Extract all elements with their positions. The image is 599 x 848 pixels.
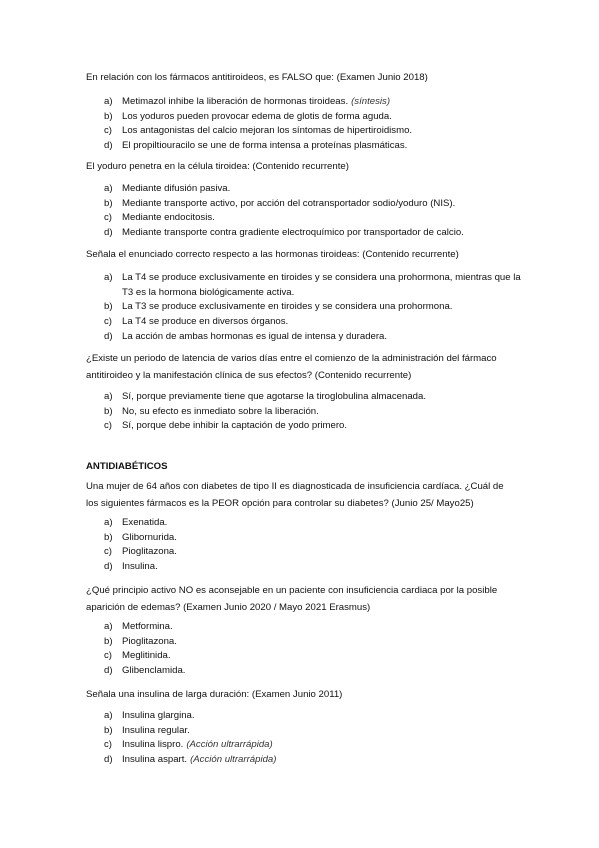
option-letter: d)	[104, 665, 113, 677]
option-item	[104, 516, 524, 531]
question-5-text: Una mujer de 64 años con diabetes de tipo II es diagnosticada de insuficiencia cardíaca. ¿Cuál de los siguientes fármacos es la PEOR opción para controlar su diabetes? (Junio 25/ Mayo25)	[86, 481, 504, 509]
option-item	[104, 315, 524, 330]
option-text: Exenatida.	[122, 517, 168, 528]
option-letter: d)	[104, 330, 113, 342]
option-text: Insulina.	[122, 561, 158, 573]
option-item	[104, 405, 524, 420]
option-text: Insulina glargina.	[122, 710, 195, 721]
option-item	[104, 664, 524, 679]
option-item	[104, 124, 524, 139]
question-3-options	[104, 271, 524, 345]
option-text: Mediante transporte activo, por acción del cotransportador sodio/yoduro (NIS).	[122, 197, 456, 209]
option-letter: d)	[104, 754, 113, 766]
option-text: La acción de ambas hormonas es igual de intensa y duradera.	[122, 330, 388, 342]
option-text: No, su efecto es inmediato sobre la liberación.	[122, 405, 319, 417]
option-text: Mediante endocitosis.	[122, 212, 215, 224]
question-7-text: Señala una insulina de larga duración: (Examen Junio 2011)	[86, 689, 343, 700]
question-6-text: ¿Qué principio activo NO es aconsejable en un paciente con insuficiencia cardiaca por la posible aparición de edemas? (Examen Junio 2020 / Mayo 2021 Erasmus)	[86, 585, 498, 613]
option-letter: c)	[104, 212, 112, 224]
option-letter: a)	[104, 710, 113, 721]
option-text: Mediante transporte contra gradiente electroquímico por transportador de calcio.	[122, 227, 464, 239]
option-letter: c)	[104, 739, 112, 751]
option-note: (síntesis)	[351, 96, 391, 107]
option-letter: a)	[104, 517, 113, 528]
section-heading: ANTIDIABÉTICOS	[86, 461, 168, 472]
question-2-text: El yoduro penetra en la célula tiroidea: (Contenido recurrente)	[86, 161, 349, 172]
question-4-text: ¿Existe un periodo de latencia de varios días entre el comienzo de la administración del fármaco antitiroideo y la manifestación clínica de sus efectos? (Contenido recurrente)	[86, 353, 497, 381]
option-letter: a)	[104, 272, 113, 283]
option-item	[104, 300, 524, 315]
option-item	[104, 139, 524, 154]
option-letter: b)	[104, 635, 113, 647]
option-item	[104, 95, 524, 110]
question-4-options	[104, 390, 524, 434]
option-letter: c)	[104, 316, 112, 328]
option-letter: b)	[104, 301, 113, 313]
option-item	[104, 560, 524, 575]
option-item	[104, 197, 524, 212]
option-item	[104, 545, 524, 560]
option-text: Glibenclamida.	[122, 665, 186, 677]
option-letter: c)	[104, 650, 112, 662]
option-item	[104, 531, 524, 546]
option-item	[104, 330, 524, 345]
option-item	[104, 226, 524, 241]
option-text: Insulina lispro.	[122, 739, 184, 751]
question-1-text: En relación con los fármacos antitiroideos, es FALSO que: (Examen Junio 2018)	[86, 72, 428, 83]
option-item	[104, 110, 524, 125]
question-2-options	[104, 182, 524, 241]
option-letter: a)	[104, 391, 113, 402]
option-note: (Acción ultrarrápida)	[186, 739, 273, 751]
option-text: Los antagonistas del calcio mejoran los síntomas de hipertiroidismo.	[122, 125, 413, 137]
option-item	[104, 753, 524, 768]
option-letter: b)	[104, 531, 113, 543]
option-letter: c)	[104, 420, 112, 432]
option-item	[104, 738, 524, 753]
option-letter: b)	[104, 197, 113, 209]
option-text: Insulina aspart.	[122, 754, 188, 766]
option-text: Insulina regular.	[122, 724, 190, 736]
option-letter: b)	[104, 405, 113, 417]
option-item	[104, 724, 524, 739]
option-text: Metformina.	[122, 621, 173, 632]
option-text: La T3 se produce exclusivamente en tiroides y se considera una prohormona.	[122, 301, 453, 313]
question-7-options	[104, 709, 524, 768]
option-letter: a)	[104, 621, 113, 632]
option-item	[104, 649, 524, 664]
option-text: Pioglitazona.	[122, 635, 177, 647]
option-note: (Acción ultrarrápida)	[190, 754, 277, 766]
question-5-options	[104, 516, 524, 575]
option-text: La T4 se produce exclusivamente en tiroides y se considera una prohormona, mientras que la T3 es la hormona biológicamente activa.	[122, 272, 521, 298]
option-letter: c)	[104, 546, 112, 558]
option-text: Glibornurida.	[122, 531, 177, 543]
option-text: Sí, porque previamente tiene que agotarse la tiroglobulina almacenada.	[122, 391, 427, 402]
option-item	[104, 419, 524, 434]
option-letter: b)	[104, 110, 113, 122]
option-item	[104, 635, 524, 650]
option-text: Metimazol inhibe la liberación de hormonas tiroideas.	[122, 96, 349, 107]
option-letter: d)	[104, 140, 113, 152]
option-text: El propiltiouracilo se une de forma intensa a proteínas plasmáticas.	[122, 140, 408, 152]
option-letter: a)	[104, 183, 113, 194]
option-text: Sí, porque debe inhibir la captación de yodo primero.	[122, 420, 348, 432]
option-text: Meglitinida.	[122, 650, 171, 662]
option-letter: d)	[104, 561, 113, 573]
option-item	[104, 390, 524, 405]
option-text: La T4 se produce en diversos órganos.	[122, 316, 289, 328]
option-item	[104, 709, 524, 724]
option-text: Pioglitazona.	[122, 546, 177, 558]
option-item	[104, 271, 524, 300]
option-item	[104, 620, 524, 635]
question-1-options	[104, 95, 524, 154]
option-letter: a)	[104, 96, 113, 107]
question-6-options	[104, 620, 524, 679]
question-3-text: Señala el enunciado correcto respecto a las hormonas tiroideas: (Contenido recurrente)	[86, 249, 459, 260]
option-item	[104, 211, 524, 226]
option-letter: d)	[104, 227, 113, 239]
option-letter: b)	[104, 724, 113, 736]
option-text: Mediante difusión pasiva.	[122, 183, 231, 194]
option-text: Los yoduros pueden provocar edema de glotis de forma aguda.	[122, 110, 392, 122]
option-letter: c)	[104, 125, 112, 137]
option-item	[104, 182, 524, 197]
